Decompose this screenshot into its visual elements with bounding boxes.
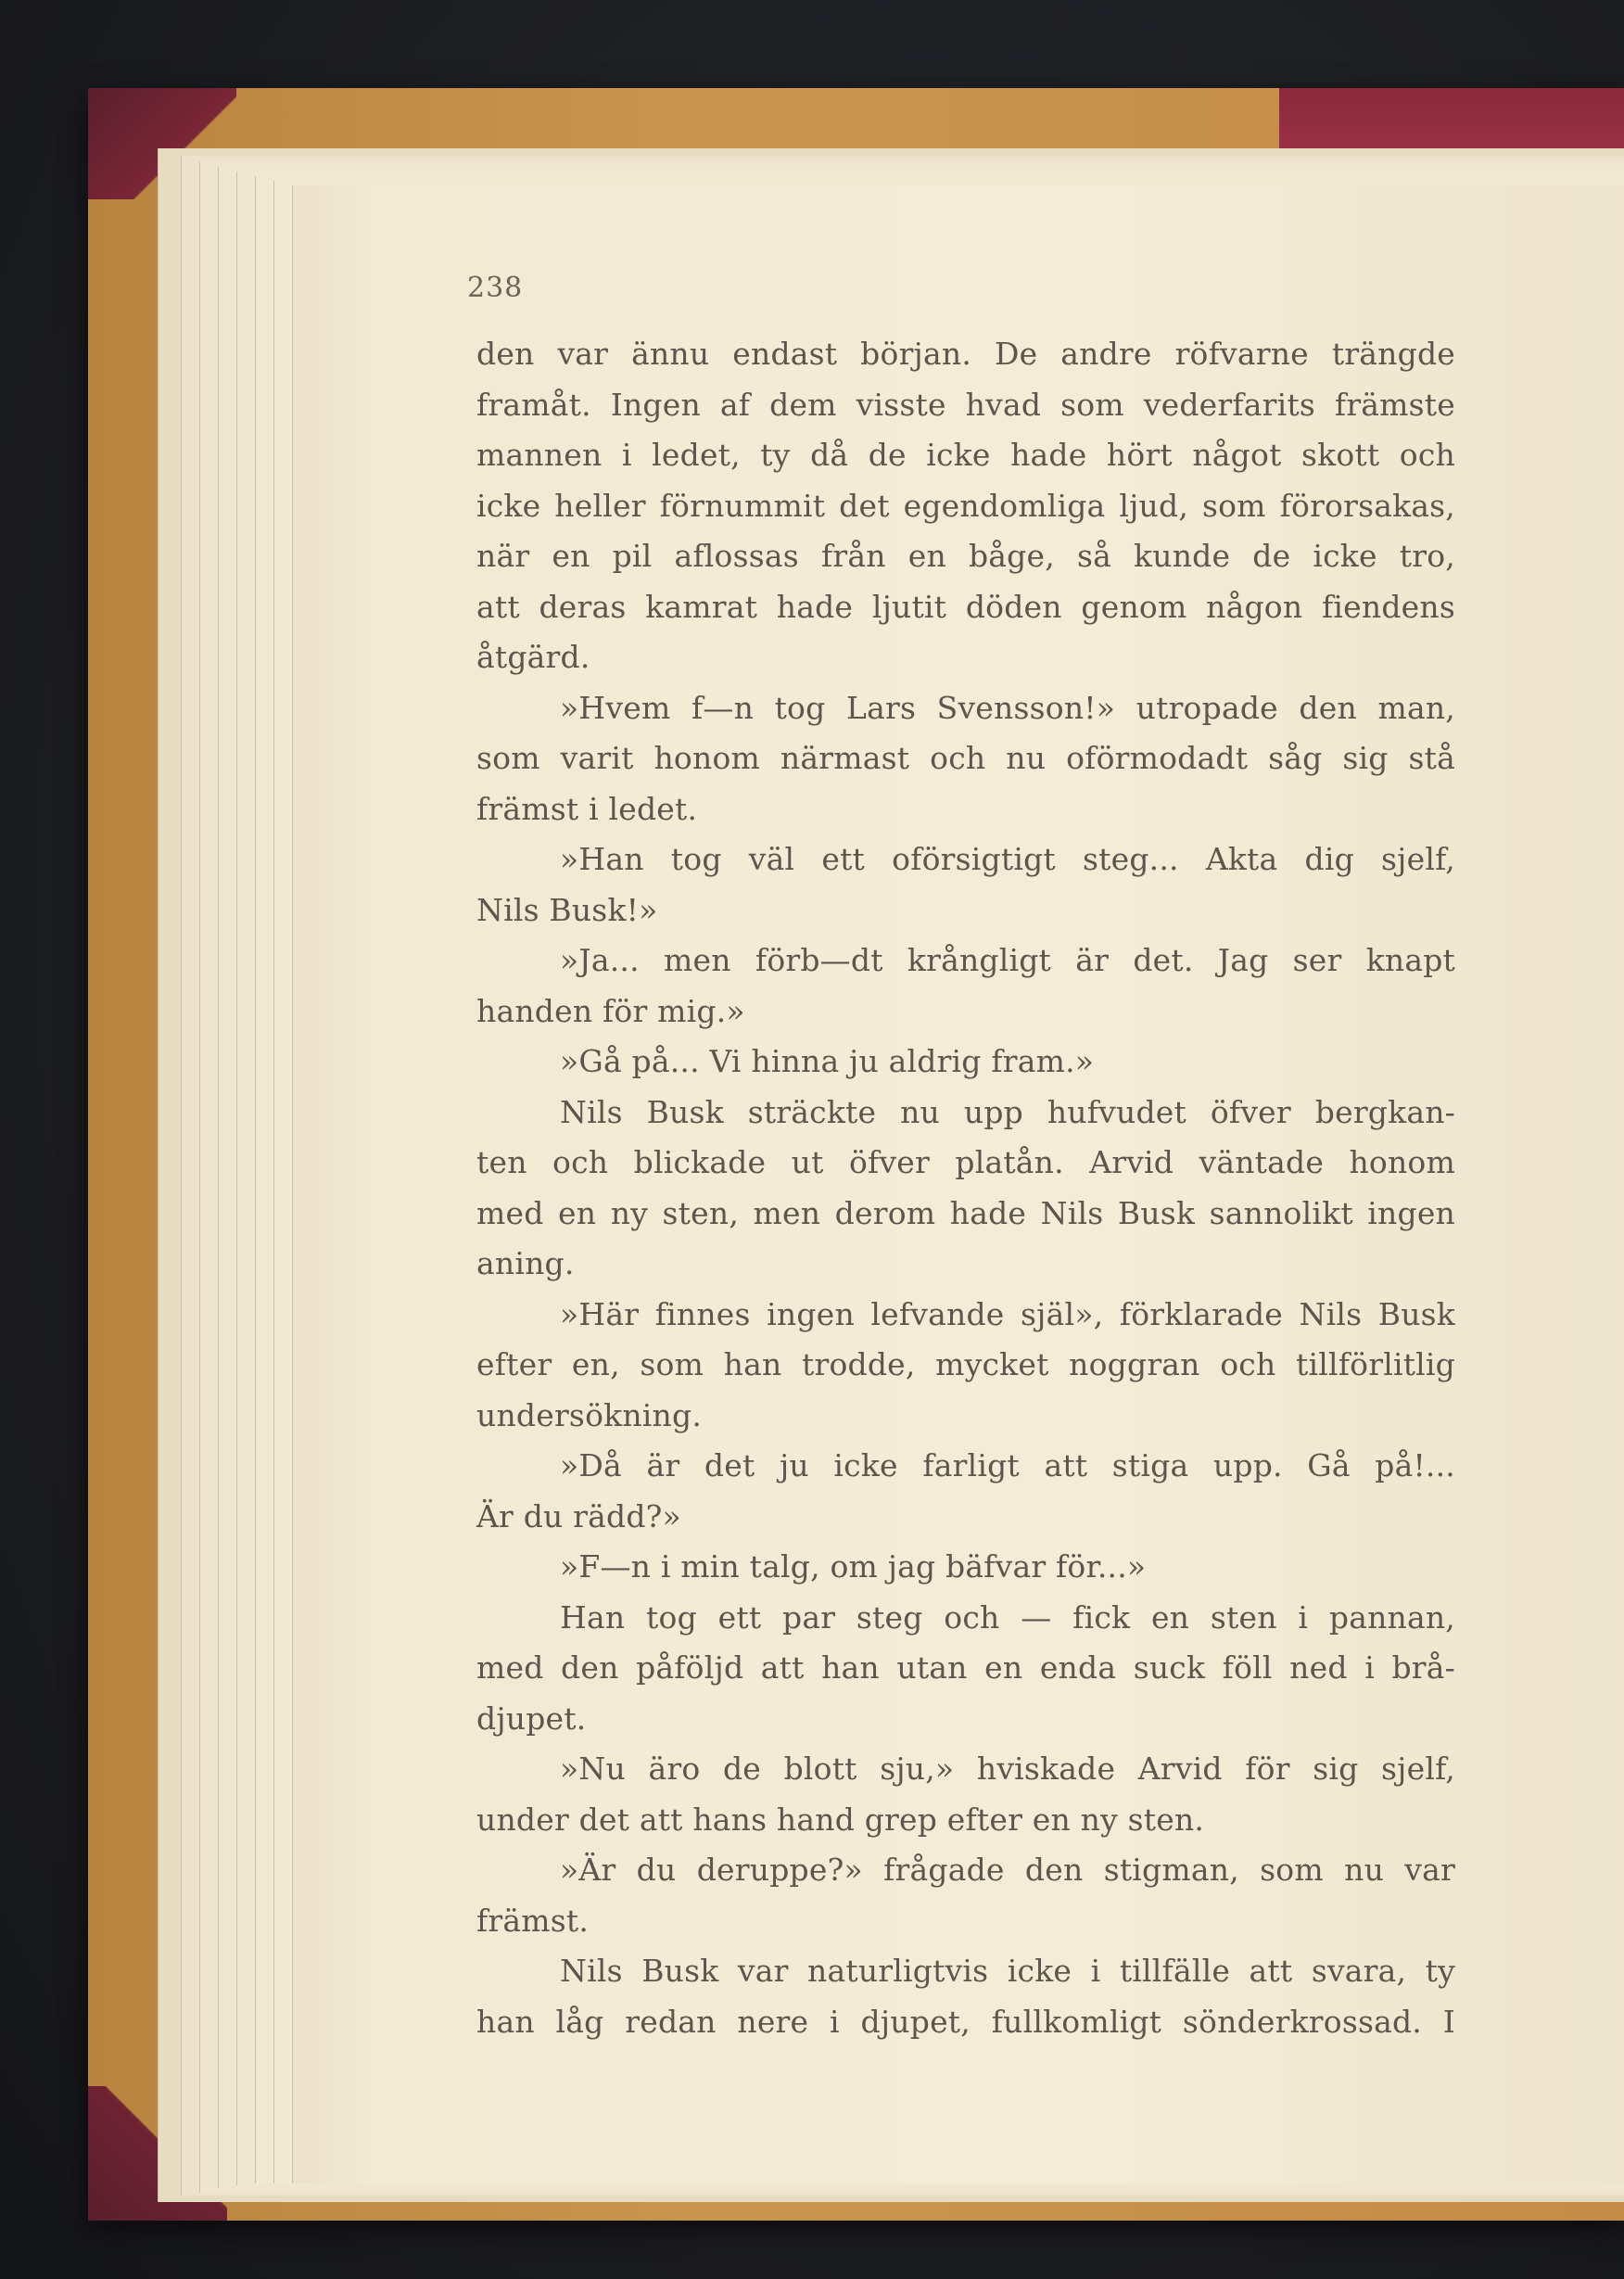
text-line: att deras kamrat hade ljutit döden genom någon fiendens (476, 588, 1455, 625)
text-line: Nils Busk var naturligtvis icke i tillfälle att svara, ty (560, 1953, 1455, 1989)
text-line: »Då är det ju icke farligt att stiga upp. Gå på!... (560, 1447, 1455, 1483)
page-text (476, 329, 1455, 2047)
text-line: han låg redan nere i djupet, fullkomligt sönderkrossad. I (476, 2003, 1455, 2040)
text-line: Nils Busk!» (476, 891, 658, 928)
cover-binding-band (1279, 88, 1624, 153)
text-line: med den påföljd att han utan en enda suck föll ned i brå- (476, 1649, 1455, 1686)
text-line: främst. (476, 1902, 590, 1939)
text-line: »Gå på... Vi hinna ju aldrig fram.» (560, 1043, 1095, 1079)
text-line: främst i ledet. (476, 790, 698, 827)
text-line: när en pil aflossas från en båge, så kunde de icke tro, (476, 538, 1455, 574)
text-line: undersökning. (476, 1396, 703, 1433)
text-line: »Han tog väl ett oförsigtigt steg... Akta dig sjelf, (560, 841, 1455, 877)
page-number: 238 (467, 272, 524, 304)
text-line: Nils Busk sträckte nu upp hufvudet öfver bergkan- (560, 1093, 1455, 1130)
text-line: Är du rädd?» (476, 1497, 681, 1534)
text-line: som varit honom närmast och nu oförmodadt såg sig stå (476, 740, 1455, 776)
text-line: den var ännu endast början. De andre röfvarne trängde (476, 336, 1455, 372)
text-line: »F—n i min talg, om jag bäfvar för...» (560, 1548, 1147, 1585)
text-line: ten och blickade ut öfver platån. Arvid väntade honom (476, 1144, 1455, 1180)
text-line: åtgärd. (476, 639, 590, 675)
text-line: »Nu äro de blott sju,» hviskade Arvid för sig sjelf, (560, 1751, 1455, 1787)
text-line: aning. (476, 1245, 575, 1281)
text-line: mannen i ledet, ty då de icke hade hört något skott och (476, 437, 1455, 473)
text-line: djupet. (476, 1700, 587, 1737)
text-line: »Ja... men förb—dt krångligt är det. Jag ser knapt (560, 942, 1455, 978)
text-line: med en ny sten, men derom hade Nils Busk sannolikt ingen (476, 1194, 1455, 1231)
text-line: framåt. Ingen af dem visste hvad som vederfarits främste (476, 386, 1455, 423)
book-page (306, 185, 1624, 2184)
text-line: under det att hans hand grep efter en ny sten. (476, 1801, 1205, 1838)
text-line: handen för mig.» (476, 992, 745, 1029)
text-line: Han tog ett par steg och — fick en sten i pannan, (560, 1598, 1455, 1636)
text-line: »Är du deruppe?» frågade den stigman, som nu var (560, 1852, 1455, 1888)
text-line: »Hvem f—n tog Lars Svensson!» utropade den man, (560, 689, 1455, 726)
text-line: »Här finnes ingen lefvande själ», förklarade Nils Busk (560, 1295, 1455, 1332)
text-line: efter en, som han trodde, mycket noggran och tillförlitlig (476, 1346, 1455, 1382)
text-line: icke heller förnummit det egendomliga ljud, som förorsakas, (476, 487, 1455, 524)
